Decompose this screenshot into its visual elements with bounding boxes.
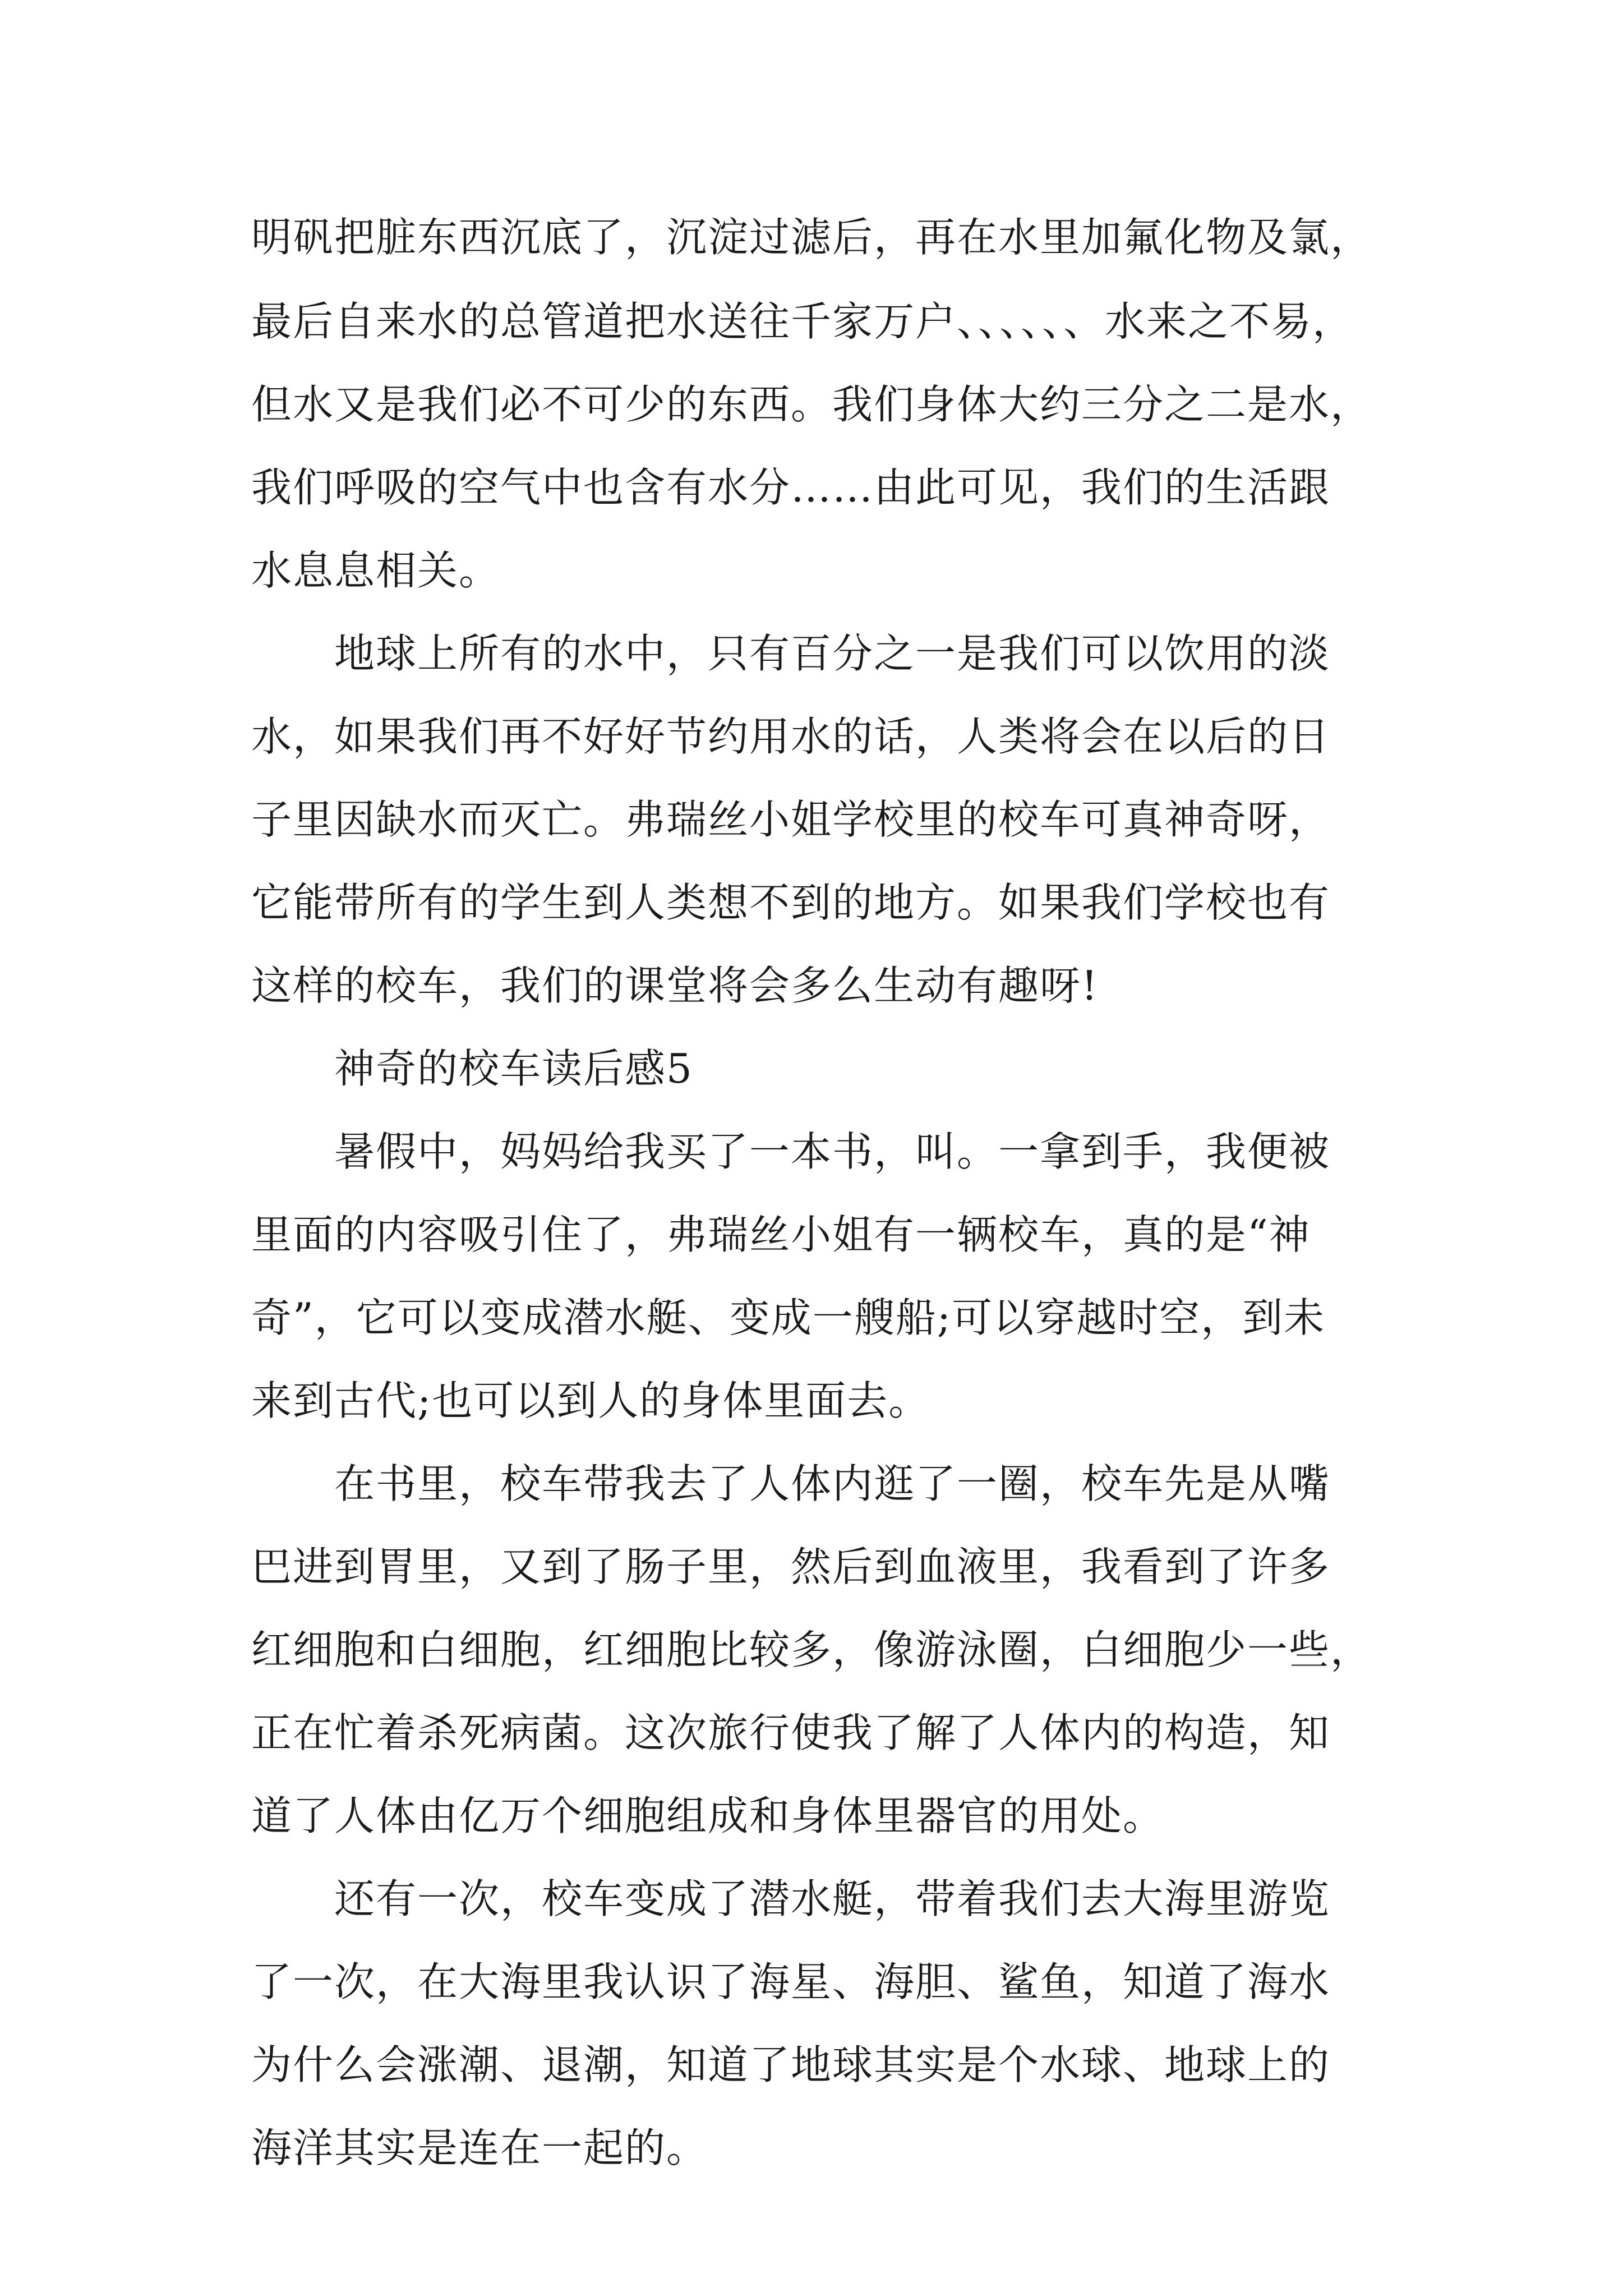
text-line: 道了人体由亿万个细胞组成和身体里器官的用处。 (251, 1792, 1165, 1839)
text-line: 地球上所有的水中，只有百分之一是我们可以饮用的淡 (251, 630, 1331, 677)
text-line: 来到古代;也可以到人的身体里面去。 (251, 1377, 930, 1424)
text-line: 了一次，在大海里我认识了海星、海胆、鲨鱼，知道了海水 (251, 1958, 1331, 2005)
text-line: 最后自来水的总管道把水送往千家万户、、、、、、水来之不易， (251, 298, 1354, 345)
text-line: 这样的校车，我们的课堂将会多么生动有趣呀! (251, 962, 1099, 1009)
text-line: 海洋其实是连在一起的。 (251, 2124, 708, 2171)
text-line: 正在忙着杀死病菌。这次旅行使我了解了人体内的构造，知 (251, 1709, 1331, 1756)
text-line: 里面的内容吸引住了，弗瑞丝小姐有一辆校车，真的是“神 (251, 1211, 1311, 1258)
section-heading: 神奇的校车读后感5 (251, 1045, 693, 1092)
text-line: 暑假中，妈妈给我买了一本书，叫。一拿到手，我便被 (251, 1128, 1331, 1175)
text-line: 为什么会涨潮、退潮，知道了地球其实是个水球、地球上的 (251, 2041, 1331, 2088)
text-line: 但水又是我们必不可少的东西。我们身体大约三分之二是水， (251, 381, 1372, 428)
text-line: 它能带所有的学生到人类想不到的地方。如果我们学校也有 (251, 879, 1331, 926)
text-line: 红细胞和白细胞，红细胞比较多，像游泳圈，白细胞少一些， (251, 1626, 1372, 1673)
text-line: 水息息相关。 (251, 547, 501, 594)
text-line: 巴进到胃里，又到了肠子里，然后到血液里，我看到了许多 (251, 1543, 1331, 1590)
text-line: 还有一次，校车变成了潜水艇，带着我们去大海里游览 (251, 1875, 1331, 1922)
text-line: 水，如果我们再不好好节约用水的话，人类将会在以后的日 (251, 713, 1331, 760)
text-line: 在书里，校车带我去了人体内逛了一圈，校车先是从嘴 (251, 1460, 1331, 1507)
text-line: 子里因缺水而灭亡。弗瑞丝小姐学校里的校车可真神奇呀， (251, 796, 1331, 843)
text-line: 奇”，它可以变成潜水艇、变成一艘船;可以穿越时空，到未 (251, 1294, 1326, 1341)
text-line: 明矾把脏东西沉底了，沉淀过滤后，再在水里加氟化物及氯， (251, 214, 1372, 261)
text-line: 我们呼吸的空气中也含有水分……由此可见，我们的生活跟 (251, 464, 1331, 511)
